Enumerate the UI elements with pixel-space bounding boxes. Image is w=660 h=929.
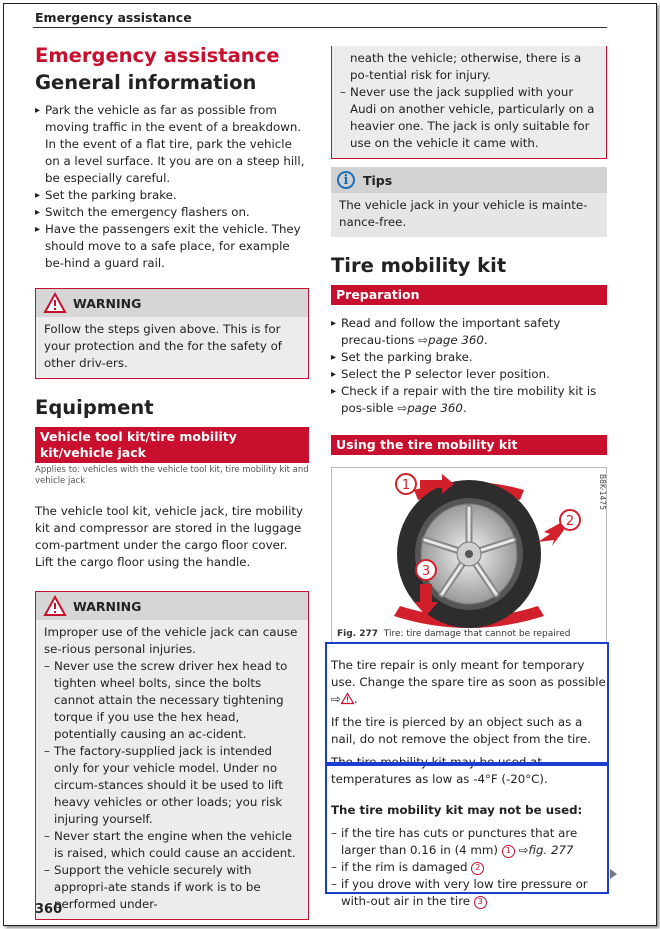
tire-mobility-kit-heading: Tire mobility kit [331,254,507,277]
page-number: 360 [35,902,63,917]
list-item: – if the tire has cuts or punctures that are larger than 0.16 in (4 mm) 1 ⇨fig. 277 [331,825,607,859]
tire-damage-illustration [332,468,606,624]
list-item: ▸ Have the passengers exit the vehicle. They should move to a safe place, for example be-hind a guard rail. [35,221,309,272]
list-item: – if you drove with very low tire pressure or with-out air in the tire 3 [331,876,607,910]
warning-text: Follow the steps given above. This is for your protection and the for the safety of other driv-ers. [44,322,282,370]
running-head-rule [33,27,607,28]
warning-triangle-icon [44,596,66,616]
warning-body [36,620,308,919]
tool-kit-text: The vehicle tool kit, vehicle jack, tire mobility kit and compressor are stored in the luggage com-partment under the cargo floor cover. Lift the cargo floor using the handle. [35,504,304,569]
warning-continued-text: neath the vehicle; otherwise, there is a po-tential risk for injury. [350,51,582,82]
list-item: – Support the vehicle securely with appropri-ate stands if work is to be performed under- [44,862,300,913]
warning-triangle-icon [44,293,66,313]
list-item: – Never use the screw driver hex head to tighten wheel bolts, since the bolts cannot attain the necessary tightening torque if you use the hex head, potentially causing an ac-cident. [44,658,300,743]
warning-label: WARNING [73,598,142,614]
list-item: ▸ Check if a repair with the tire mobility kit is pos-sible ⇨page 360. [331,383,607,417]
warning-box-continued [331,46,607,159]
callout-ref-3: 3 [474,896,487,909]
figure-code: B8K-1475 [598,474,607,510]
tool-kit-bar: Vehicle tool kit/tire mobility kit/vehicle jack [35,427,309,463]
general-info-heading: General information [35,71,257,94]
tips-header [331,167,607,193]
list-item: ▸ Read and follow the important safety precau-tions ⇨page 360. [331,315,607,349]
warning-box-2 [35,591,309,920]
warning-box-1 [35,288,309,379]
general-bullets [35,102,309,272]
warning-label: WARNING [73,295,142,311]
callout-ref-1: 1 [502,845,515,858]
list-item: ▸ Set the parking brake. [35,187,309,204]
figure-caption: Fig. 277 Tire: tire damage that cannot be repaired [337,629,571,639]
running-head: Emergency assistance [35,10,192,25]
list-item: – Never use the jack supplied with your Audi on another vehicle, particularly on a heavier one. The jack is only suitable for use on the vehicle it came with. [340,84,598,152]
note-nail: If the tire is pierced by an object such as a nail, do not remove the object from the tire. [331,715,591,746]
note-temperature: The tire mobility kit may be used at temperatures as low as -4°F (-20°C). [331,755,548,786]
list-item: – if the rim is damaged 2 [331,859,607,876]
warning-intro: Improper use of the vehicle jack can cause se-rious personal injuries. [44,625,298,656]
warning-body [332,46,606,158]
using-kit-bar: Using the tire mobility kit [331,435,607,455]
page-ref-link[interactable]: ⇨page 360 [418,333,484,347]
callout-3: 3 [421,564,431,579]
list-item: – Never start the engine when the vehicle is raised, which could cause an accident. [44,828,300,862]
warning-list [44,658,300,913]
note-temporary-use: The tire repair is only meant for temporary use. Change the spare tire as soon as possible ⇨ . [331,658,606,706]
applies-to-note: Applies to: vehicles with the vehicle tool kit, tire mobility kit and vehicle jack [35,465,309,486]
page-ref-link[interactable]: ⇨page 360 [397,401,463,415]
section-title: Emergency assistance [35,44,280,67]
left-column [35,44,309,920]
list-item: ▸ Switch the emergency flashers on. [35,204,309,221]
warning-header [36,592,308,620]
callout-2: 2 [565,514,575,529]
may-not-be-used-heading: The tire mobility kit may not be used: [331,803,583,817]
list-item: ▸ Select the P selector lever position. [331,366,607,383]
callout-1: 1 [401,478,411,493]
figure-ref-link[interactable]: ⇨fig. 277 [514,843,574,857]
tips-box [331,167,607,237]
warning-list [340,84,598,152]
callout-ref-2: 2 [471,862,484,875]
list-item: ▸ Park the vehicle as far as possible from moving traffic in the event of a breakdown. In the event of a flat tire, park the vehicle on a level surface. It you are on a steep hill, be especially careful. [35,102,309,187]
warning-header [36,289,308,317]
figure-277 [331,467,607,643]
equipment-heading: Equipment [35,396,154,419]
info-icon: i [337,171,355,189]
highlight-box-restrictions [325,764,609,894]
tips-label: Tips [363,172,393,188]
list-item: – The factory-supplied jack is intended only for your vehicle model. Under no circum-stances should it be used to lift heavy vehicles or other loads; you risk injuring yourself. [44,743,300,828]
highlight-box-notes [325,642,609,764]
continue-arrow-icon [610,869,617,879]
preparation-bullets [331,315,607,417]
list-item: ▸ Set the parking brake. [331,349,607,366]
tips-text: The vehicle jack in your vehicle is mainte-nance-free. [331,193,607,237]
preparation-bar: Preparation [331,285,607,305]
